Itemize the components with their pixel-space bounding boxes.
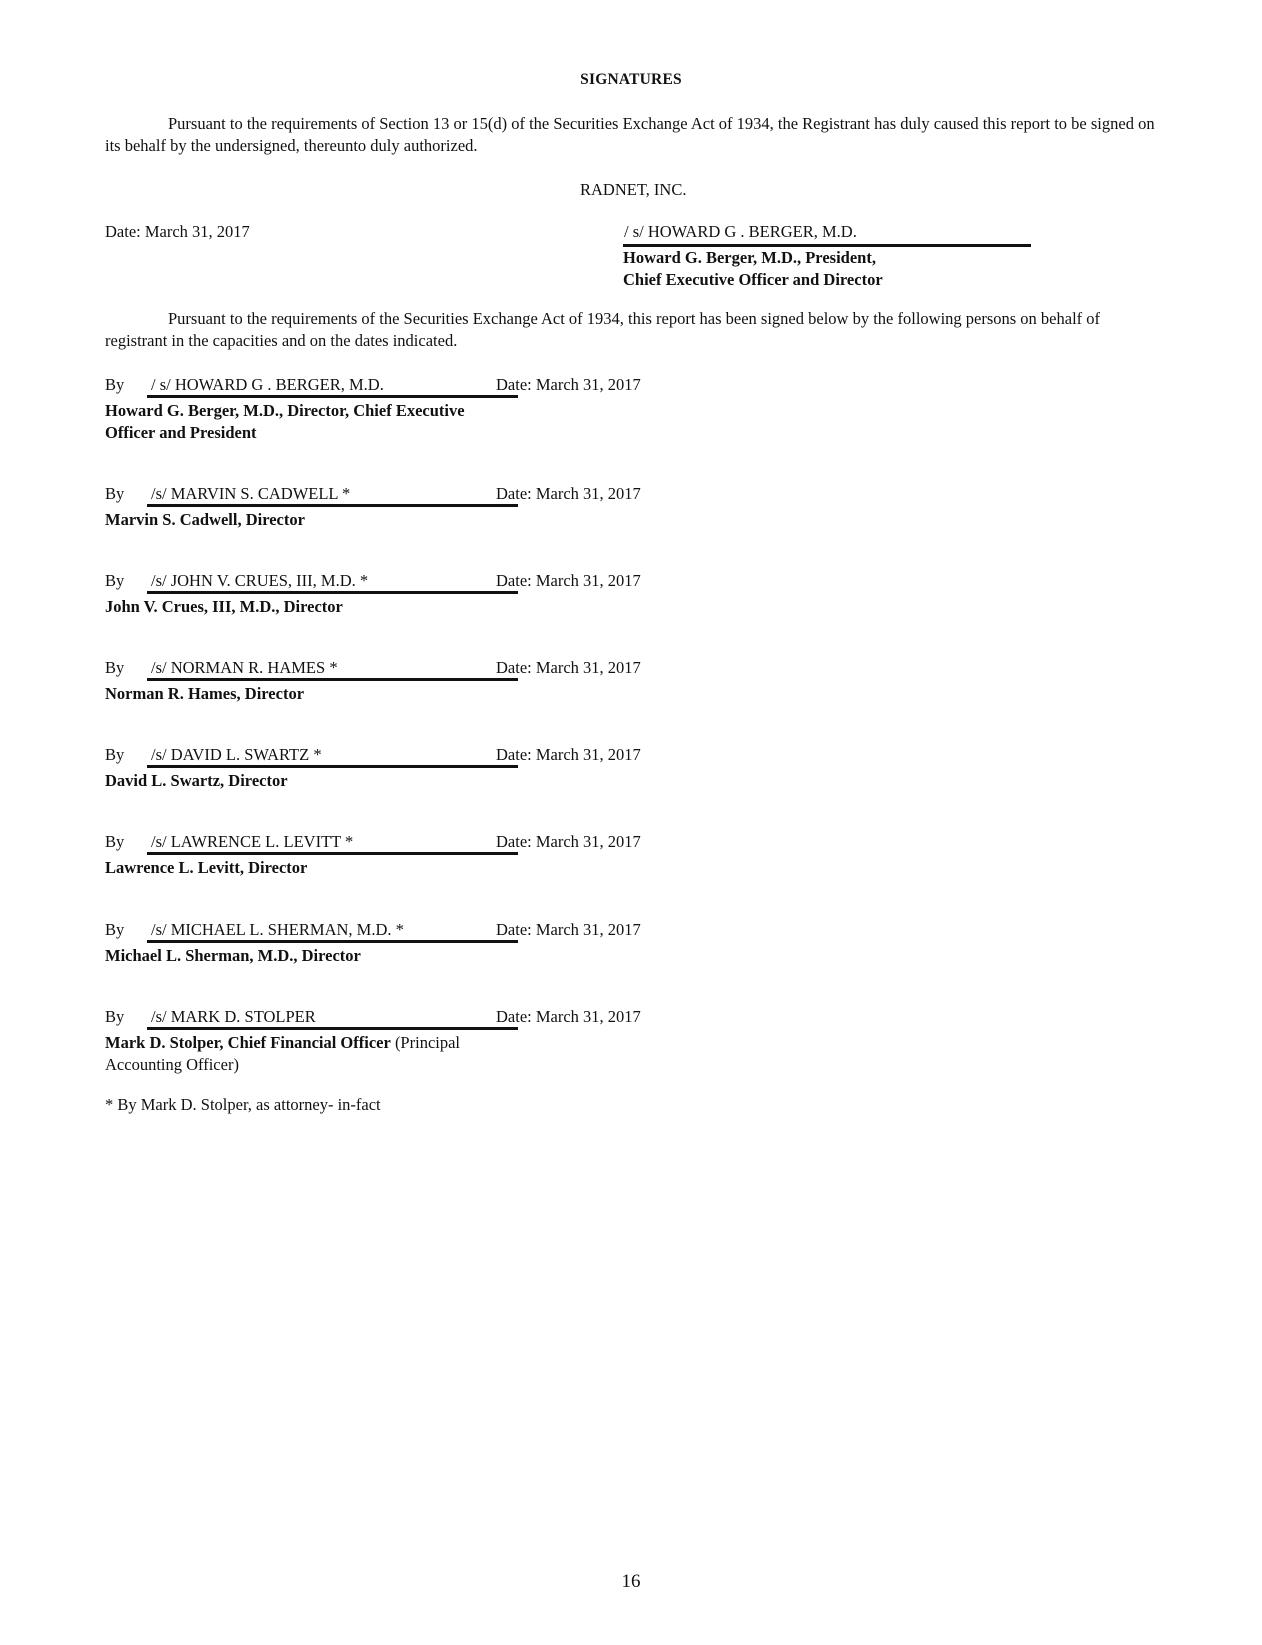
signature-date: Date: March 31, 2017 xyxy=(496,571,641,590)
signatory-block xyxy=(105,1007,725,1076)
signatory-block xyxy=(105,484,725,531)
signatory-title xyxy=(105,596,477,618)
signature-text: /s/ MARK D. STOLPER xyxy=(151,1007,316,1026)
by-label: By xyxy=(105,375,125,394)
by-label: By xyxy=(105,484,125,503)
signatory-title-bold: John V. Crues, III, M.D., Director xyxy=(105,597,343,616)
intro-paragraph: Pursuant to the requirements of Section 13 or 15(d) of the Securities Exchange Act of 1934, the Registrant has duly caused this report to be signed on its behalf by the undersigned, thereunto duly authorized. xyxy=(105,114,1155,155)
signatory-title-bold: Lawrence L. Levitt, Director xyxy=(105,858,308,877)
by-label: By xyxy=(105,1007,125,1026)
signature-text: /s/ JOHN V. CRUES, III, M.D. * xyxy=(151,571,369,590)
by-label: By xyxy=(105,571,125,590)
by-label: By xyxy=(105,920,125,939)
signatory-block xyxy=(105,832,725,879)
signature-text: /s/ NORMAN R. HAMES * xyxy=(151,658,338,677)
top-signature-title-line1: Howard G. Berger, M.D., President, xyxy=(623,248,876,267)
by-label: By xyxy=(105,658,125,677)
signature-line xyxy=(147,375,518,398)
signatory-block xyxy=(105,375,725,444)
signature-date: Date: March 31, 2017 xyxy=(496,484,641,503)
company-name: RADNET, INC. xyxy=(580,180,687,199)
top-signature-title-line2: Chief Executive Officer and Director xyxy=(623,270,883,289)
page-heading: SIGNATURES xyxy=(580,71,682,88)
signature-text: /s/ MICHAEL L. SHERMAN, M.D. * xyxy=(151,920,404,939)
signatory-title xyxy=(105,400,477,444)
signatory-title-bold: Marvin S. Cadwell, Director xyxy=(105,510,305,529)
signatory-title-bold: Howard G. Berger, M.D., Director, Chief Executive Officer and President xyxy=(105,401,465,442)
signature-text: /s/ DAVID L. SWARTZ * xyxy=(151,745,322,764)
signature-date: Date: March 31, 2017 xyxy=(496,745,641,764)
signatory-title-bold: Mark D. Stolper, Chief Financial Officer xyxy=(105,1033,391,1052)
signature-line xyxy=(147,658,518,681)
signatory-title xyxy=(105,945,477,967)
top-signature-block xyxy=(623,222,1031,291)
signatory-block xyxy=(105,745,725,792)
top-signature-text: / s/ HOWARD G . BERGER, M.D. xyxy=(624,222,857,241)
signatory-title-bold: Michael L. Sherman, M.D., Director xyxy=(105,946,361,965)
signature-line xyxy=(147,920,518,943)
top-signature-date: Date: March 31, 2017 xyxy=(105,222,250,241)
signature-date: Date: March 31, 2017 xyxy=(496,1007,641,1026)
signatory-title xyxy=(105,770,477,792)
signature-line xyxy=(147,1007,518,1030)
page-number: 16 xyxy=(621,1571,641,1592)
signature-date: Date: March 31, 2017 xyxy=(496,920,641,939)
signatory-block xyxy=(105,920,725,967)
signature-line xyxy=(147,832,518,855)
signature-line xyxy=(147,484,518,507)
signatory-block xyxy=(105,571,725,618)
signature-text: / s/ HOWARD G . BERGER, M.D. xyxy=(151,375,384,394)
signatory-title xyxy=(105,1032,477,1076)
signatory-title-regular: (Principal Accounting Officer) xyxy=(105,1033,461,1074)
signatory-title-bold: David L. Swartz, Director xyxy=(105,771,288,790)
signatory-title xyxy=(105,509,477,531)
signatory-title xyxy=(105,683,477,705)
by-label: By xyxy=(105,745,125,764)
second-paragraph: Pursuant to the requirements of the Securities Exchange Act of 1934, this report has been signed below by the following persons on behalf of registrant in the capacities and on the dates indicated. xyxy=(105,309,1101,350)
signature-line xyxy=(147,745,518,768)
signatory-block xyxy=(105,658,725,705)
signature-date: Date: March 31, 2017 xyxy=(496,832,641,851)
signature-text: /s/ MARVIN S. CADWELL * xyxy=(151,484,351,503)
signatory-title-bold: Norman R. Hames, Director xyxy=(105,684,305,703)
signature-text: /s/ LAWRENCE L. LEVITT * xyxy=(151,832,354,851)
signature-date: Date: March 31, 2017 xyxy=(496,375,641,394)
signature-line xyxy=(147,571,518,594)
signature-date: Date: March 31, 2017 xyxy=(496,658,641,677)
attorney-in-fact-note: * By Mark D. Stolper, as attorney- in-fact xyxy=(105,1095,381,1114)
by-label: By xyxy=(105,832,125,851)
signatory-title xyxy=(105,857,477,879)
